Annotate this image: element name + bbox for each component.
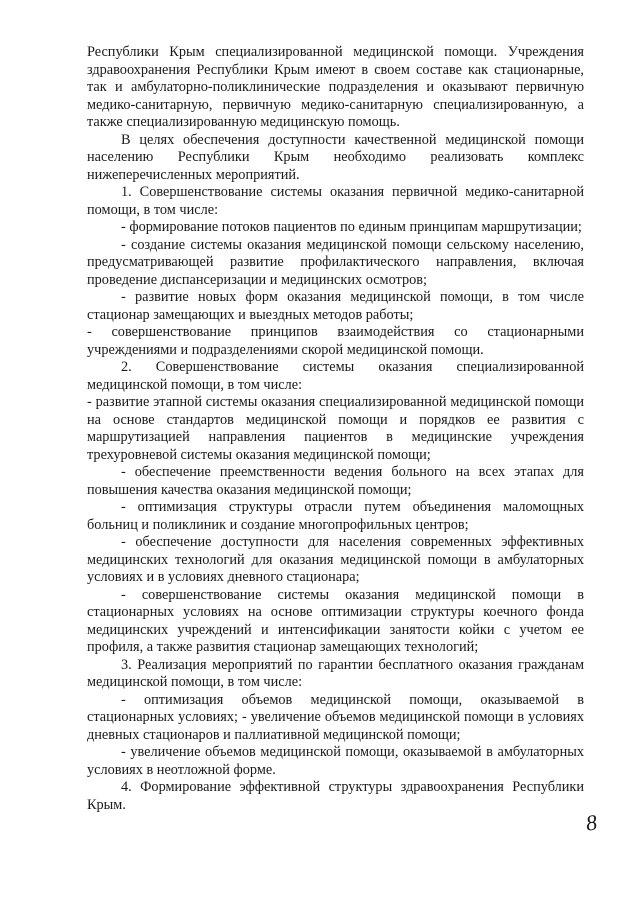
section-2-item-continuity: - обеспечение преемственности ведения больного на всех этапах для повышения качества оказания медицинской помощи; (87, 464, 584, 498)
section-2-item-inpatient: - совершенствование системы оказания медицинской помощи в стационарных условиях на основе оптимизации структуры коечного фонда медицинских учреждений и интенсификации занятости койки с учетом ее профиля, а также развития стационар замещающих технологий; (87, 586, 584, 655)
section-1-item-new-forms: - развитие новых форм оказания медицинской помощи, в том числе стационар замещающих и выездных методов работы; (87, 289, 584, 323)
section-2-item-optimization: - оптимизация структуры отрасли путем объединения маломощных больниц и поликлиник и создание многопрофильных центров; (87, 499, 584, 533)
section-1-item-interaction: - совершенствование принципов взаимодействия со стационарными учреждениями и подразделениями скорой медицинской помощи. (87, 324, 584, 358)
paragraph-goal: В целях обеспечения доступности качественной медицинской помощи населению Республики Крым необходимо реализовать комплекс нижеперечисленных мероприятий. (87, 131, 584, 183)
section-3-item-urgent: - увеличение объемов медицинской помощи, оказываемой в амбулаторных условиях в неотложной форме. (87, 744, 584, 778)
section-2-item-staged-system: - развитие этапной системы оказания специализированной медицинской помощи на основе стандартов медицинской помощи и порядков ее развития с маршрутизацией направления пациентов в медицинские учреждения трехуровневой системы оказания медицинской помощи; (87, 394, 584, 463)
section-4-heading: 4. Формирование эффективной структуры здравоохранения Республики Крым. (87, 779, 584, 813)
section-2-heading: 2. Совершенствование системы оказания специализированной медицинской помощи, в том числе: (87, 359, 584, 393)
section-1-heading: 1. Совершенствование системы оказания первичной медико-санитарной помощи, в том числе: (87, 184, 584, 218)
section-1-item-routing: - формирование потоков пациентов по единым принципам маршрутизации; (121, 219, 582, 235)
section-2-item-technologies: - обеспечение доступности для населения современных эффективных медицинских технологий для оказания медицинской помощи в амбулаторных условиях и в условиях дневного стационара; (87, 534, 584, 585)
section-3-item-volumes: - оптимизация объемов медицинской помощи, оказываемой в стационарных условиях; - увеличение объемов медицинской помощи в условиях дневных стационаров и паллиативной медицинской помощи; (87, 691, 584, 743)
document-body (87, 44, 584, 814)
section-1-item-rural-care: - создание системы оказания медицинской помощи сельскому населению, предусматривающей развитие профилактического направления, включая проведение диспансеризации и медицинских осмотров; (87, 236, 584, 288)
paragraph-intro-continuation: Республики Крым специализированной медицинской помощи. Учреждения здравоохранения Республики Крым имеют в своем составе как стационарные, так и амбулаторно-поликлинические подразделения и оказывают первичную медико-санитарную, первичную медико-санитарную специализированную, а также специализированную медицинскую помощь. (87, 44, 584, 130)
section-3-heading: 3. Реализация мероприятий по гарантии бесплатного оказания гражданам медицинской помощи, в том числе: (87, 656, 584, 690)
handwritten-page-number: 8 (584, 809, 599, 836)
